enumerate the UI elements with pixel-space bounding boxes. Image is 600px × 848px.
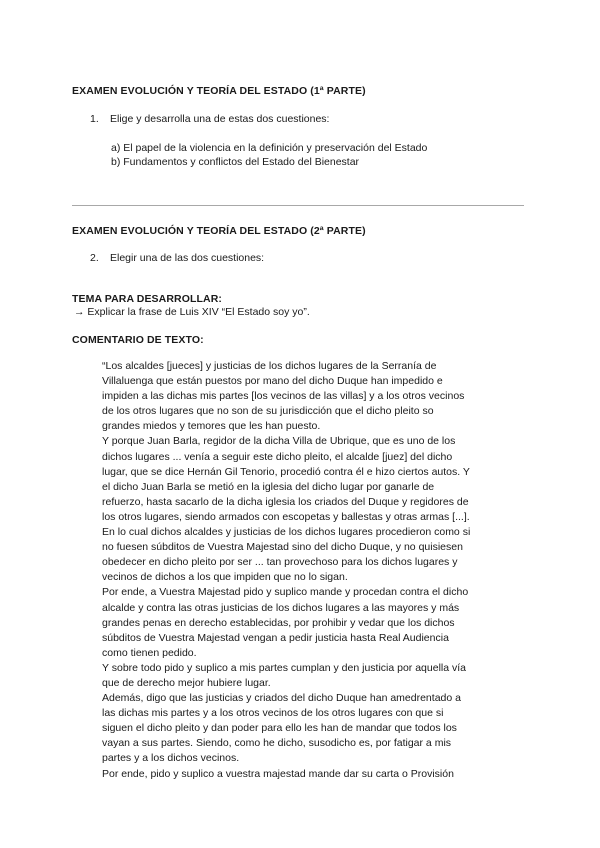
comentario-text [102, 359, 474, 782]
part1-question-number: 1. [90, 113, 99, 125]
part2-title: EXAMEN EVOLUCIÓN Y TEORÍA DEL ESTADO (2ª PARTE) [72, 225, 366, 237]
part2-question-number: 2. [90, 252, 99, 264]
comentario-paragraph: Por ende, pido y suplico a vuestra majestad mande dar su carta o Provisión [102, 767, 454, 780]
comentario-paragraph: “Los alcaldes [jueces] y justicias de los dichos lugares de la Serranía de Villaluenga que están puestos por mano del dicho Duque han impedido e impiden a las dichas mis partes [los vecinos de las villas] y a los otros vecinos de los otros lugares que no son de su jurisdicción que el dicho pleito so grandes miedos y temores que les han puesto. [102, 360, 465, 433]
comentario-paragraph: Y sobre todo pido y suplico a mis partes cumplan y den justicia por aquella vía que de derecho mejor hubiere lugar. [102, 661, 467, 689]
part1-options [111, 141, 427, 169]
option-b: b) Fundamentos y conflictos del Estado del Bienestar [111, 156, 360, 168]
comentario-paragraph: Y porque Juan Barla, regidor de la dicha Villa de Ubrique, que es uno de los dichos lugares ... venía a seguir este dicho pleito, el alcalde [juez] del dicho lugar, que se dice Hernán Gil Tenorio, procedió contra él e hizo ciertos autos. Y el dicho Juan Barla se metió en la iglesia del dicho lugar por ganarle de refuerzo, hasta sacarlo de la dicha iglesia los criados del Duque y regidores de los otros lugares, siendo armados con escopetas y ballestas y otras armas [...]. En lo cual dichos alcaldes y justicias de los dichos lugares procedieron como si no fuesen súbditos de Vuestra Majestad sino del dicho Duque, y no quisiesen obedecer en dicho pleito por ser ... tan provechoso para los dichos lugares y vecinos de dichos a los que impiden que no lo sigan. [102, 435, 471, 584]
part1-question-text: Elige y desarrolla una de estas dos cuestiones: [110, 113, 330, 125]
comentario-heading: COMENTARIO DE TEXTO: [72, 334, 204, 346]
comentario-paragraph: Por ende, a Vuestra Majestad pido y suplico mande y procedan contra el dicho alcalde y contra las otras justicias de los dichos lugares a las mayores y más grandes penas en derecho establecidas, por prohibir y vedar que los dichos súbditos de Vuestra Majestad vengan a pedir justicia hasta Real Audiencia como tienen pedido. [102, 586, 469, 659]
part2-question [90, 252, 264, 264]
tema-text: → Explicar la frase de Luis XIV “El Estado soy yo”. [74, 306, 310, 318]
option-a: a) El papel de la violencia en la definición y preservación del Estado [111, 142, 428, 154]
part1-title: EXAMEN EVOLUCIÓN Y TEORÍA DEL ESTADO (1ª PARTE) [72, 85, 366, 97]
comentario-paragraph: Además, digo que las justicias y criados del dicho Duque han amedrentado a las dichas mis partes y a los otros vecinos de los otros lugares con que si siguen el dicho pleito y dan poder para ello les han de mandar que todos los vayan a sus partes. Siendo, como he dicho, susodicho es, por fatigar a mis partes y a los dichos vecinos. [102, 692, 461, 765]
section-divider [72, 205, 524, 206]
part2-question-text: Elegir una de las dos cuestiones: [110, 252, 265, 264]
part1-question [90, 113, 329, 125]
tema-heading: TEMA PARA DESARROLLAR: [72, 293, 222, 305]
